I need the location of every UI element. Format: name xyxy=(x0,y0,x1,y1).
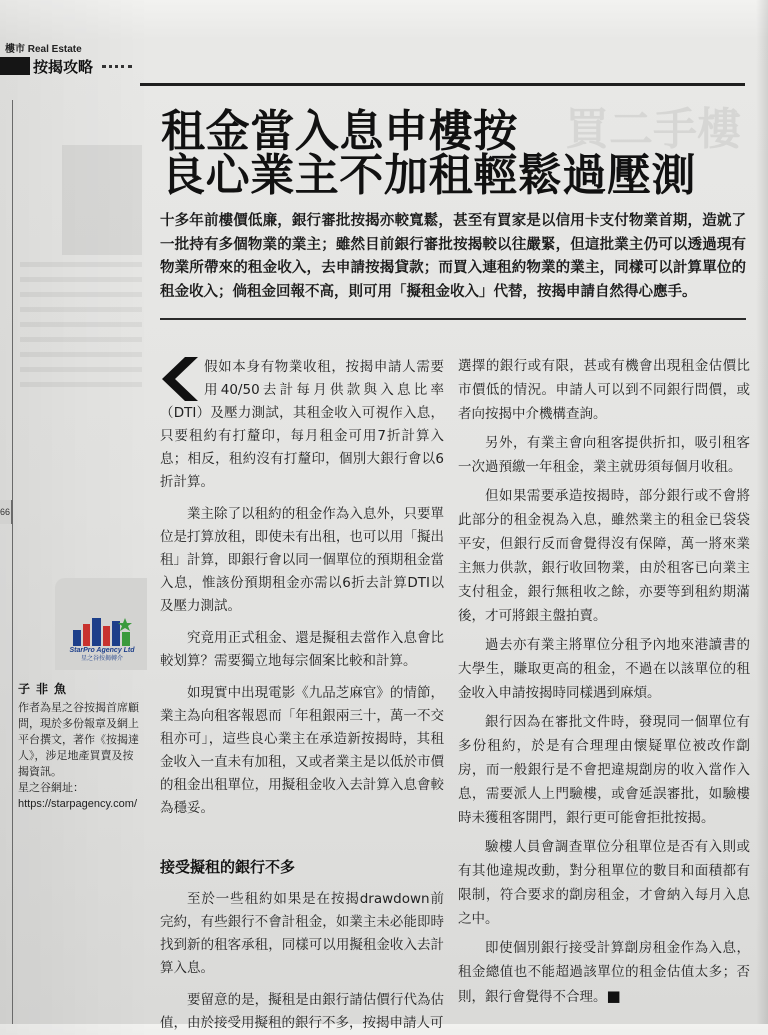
logo-name: StarPro Agency Ltd xyxy=(69,647,135,654)
body-paragraph: 銀行因為在審批文件時，發現同一個單位有多份租約，於是有合理理由懷疑單位被改作劏房，而一般銀行是不會把違規劏房的收入當作入息，需要派人上門驗樓，或會延誤審批，如驗樓時未獲租客開門，銀行更可能會拒批按揭。 xyxy=(458,714,750,826)
bleed-through-photo xyxy=(62,145,142,255)
right-column xyxy=(458,354,750,1010)
author-website-label: 星之谷網址： xyxy=(18,781,84,794)
page-edge xyxy=(756,0,768,1024)
body-paragraph: 但如果需要承造按揭時，部分銀行或不會將此部分的租金視為入息，雖然業主的租金已袋袋平安，但銀行反而會覺得沒有保障，萬一將來業主無力供款，銀行收回物業，由於租客已向業主支付租金，銀行無租收之餘，亦要等到租約期滿後，才可將銀主盤拍賣。 xyxy=(458,488,750,624)
author-bio: 作者為星之谷按揭首席顧問，現於多份報章及網上平台撰文，著作《按揭達人》，涉足地產買賣及按揭資訊。 xyxy=(18,701,139,778)
margin-line xyxy=(12,100,13,1024)
body-paragraph: 業主除了以租約的租金作為入息外，只要單位是打算放租，即使未有出租，也可以用「擬出租」計算，即銀行會以同一個單位的預期租金當入息，惟該份預期租金亦需以6折去計算DTI以及壓力測試。 xyxy=(160,506,444,614)
body-paragraph: 選擇的銀行或有限，甚或有機會出現租金估價比市價低的情況。申請人可以到不同銀行問價，或者向按揭中介機構查詢。 xyxy=(458,358,750,422)
left-chevron-icon xyxy=(160,357,198,401)
logo-tagline: 星之谷按揭轉介 xyxy=(80,655,123,662)
body-paragraph: 驗樓人員會調查單位分租單位是否有入則或有其他違規改動，對分租單位的數目和面積都有限制，符合要求的劏房租金，才會納入每月入息之中。 xyxy=(458,839,750,927)
body-paragraph: 至於一些租約如果是在按揭drawdown前完約，有些銀行不會計租金，如業主未必能即時找到新的租客承租，同樣可以用擬租金收入去計算入息。 xyxy=(160,891,444,976)
column-tab-dots xyxy=(102,65,132,68)
author-website-url: https://starpagency.com/ xyxy=(18,798,138,810)
final-paragraph-text: 即使個別銀行接受計算劏房租金作為入息，租金總值也不能超過該單位的租金估值太多；否則，銀行會覺得不合理。 xyxy=(458,940,750,1005)
article-lead: 十多年前樓價低廉，銀行審批按揭亦較寬鬆，甚至有買家是以信用卡支付物業首期，造就了一批持有多個物業的業主；雖然目前銀行審批按揭較以往嚴緊，但這批業主仍可以透過現有物業所帶來的租金收入，去申請按揭貸款；而買入連租約物業的業主，同樣可以計算單位的租金收入；倘租金回報不高，則可用「擬租金收入」代替，按揭申請自然得心應手。 xyxy=(160,213,746,300)
end-mark: ■ xyxy=(606,987,621,1005)
body-paragraph: 另外，有業主會向租客提供折扣，吸引租客一次過預繳一年租金，業主就毋須每個月收租。 xyxy=(458,435,750,475)
column-tab-block xyxy=(0,57,30,75)
lead-rule xyxy=(160,318,746,320)
bleed-through-heading: 買二手樓 xyxy=(565,104,741,155)
column-tab-label: 按揭攻略 xyxy=(33,58,94,76)
section-label: 樓市 Real Estate xyxy=(5,44,82,55)
body-paragraph: 要留意的是，擬租是由銀行請估價行代為估值，由於接受用擬租的銀行不多，按揭申請人可 xyxy=(160,992,444,1031)
body-paragraph: 究竟用正式租金、還是擬租去當作入息會比較划算？需要獨立地每宗個案比較和計算。 xyxy=(160,630,444,669)
company-logo xyxy=(62,616,142,666)
left-column xyxy=(160,356,444,1031)
body-paragraph-final xyxy=(458,936,750,1009)
article-title-line-2: 良心業主不加租輕鬆過壓測 xyxy=(161,150,697,201)
author-name: 子非魚 xyxy=(18,682,73,696)
building-skyline-icon xyxy=(67,616,137,646)
bleed-through-text-lines xyxy=(20,262,142,397)
body-paragraph: 過去亦有業主將單位分租予內地來港讀書的大學生，賺取更高的租金，不過在以該單位的租金收入申請按揭時同樣遇到麻煩。 xyxy=(458,637,750,701)
top-rule xyxy=(140,83,745,86)
body-paragraph: 如現實中出現電影《九品芝麻官》的情節，業主為向租客報恩而「年租銀兩三十，萬一不交租亦可」，這些良心業主在承造新按揭時，其租金收入一直未有加租，又或者業主是以低於市價的租金出租單位，用擬租金收入去計算入息會較為穩妥。 xyxy=(160,685,444,816)
body-paragraph: 假如本身有物業收租，按揭申請人需要用40/50去計每月供款與入息比率（DTI）及壓力測試，其租金收入可視作入息，只要租約有打釐印，每月租金可用7折計算入息；相反，租約沒有打釐印，個別大銀行會以6折計算。 xyxy=(160,359,444,490)
article-title-line-1: 租金當入息申樓按 xyxy=(161,106,518,157)
section-subheading: 接受擬租的銀行不多 xyxy=(160,858,296,876)
page-number: 66 xyxy=(0,500,12,524)
